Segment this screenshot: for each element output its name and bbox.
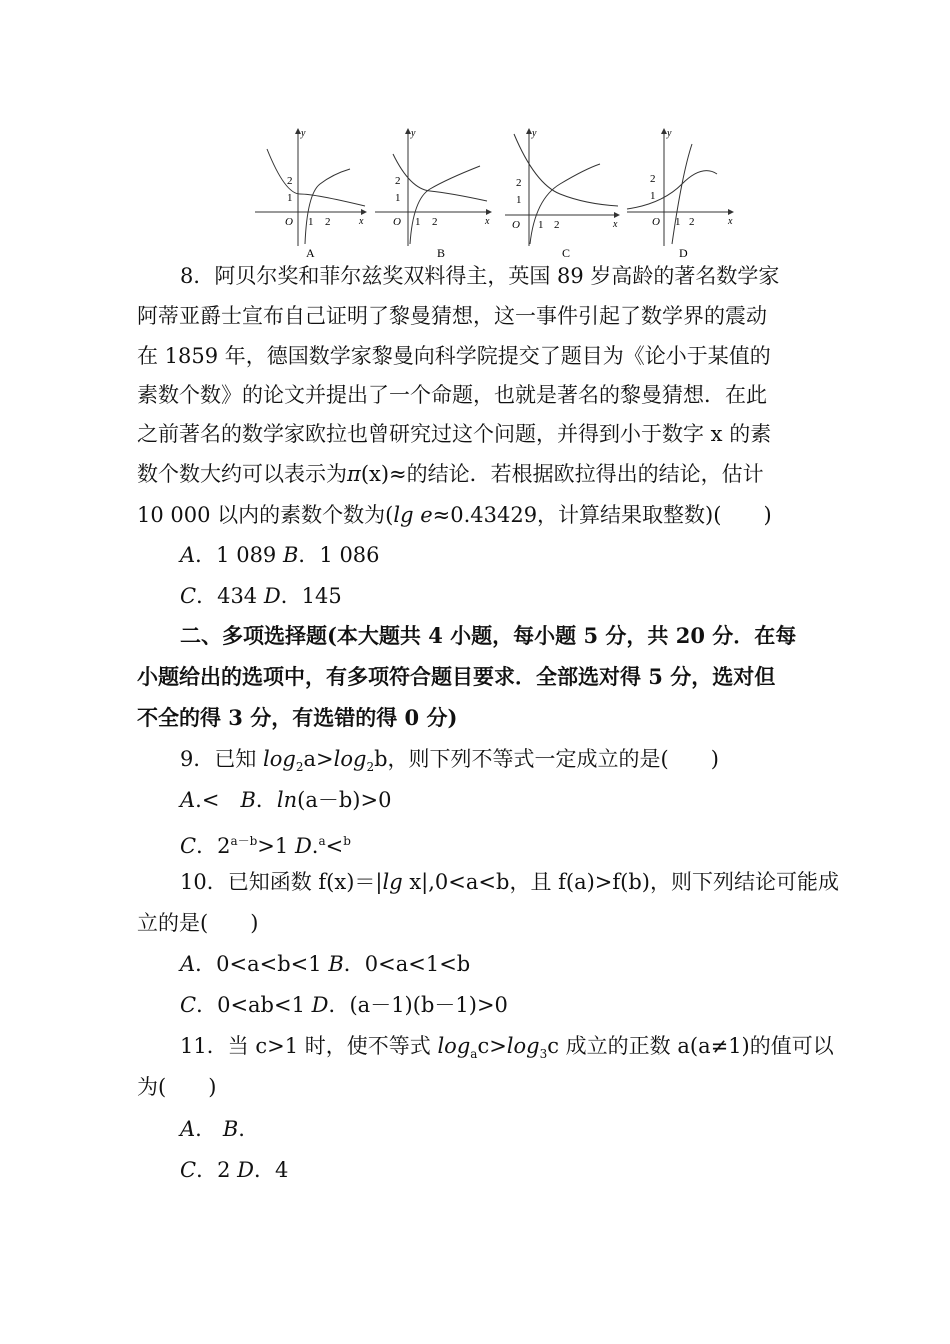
option-a-text: ．1 089 xyxy=(195,543,283,567)
q11-options-ab xyxy=(180,1115,245,1143)
q8-line-7-rest: ≈0.43429，计算结果取整数)( ) xyxy=(432,503,772,527)
section2-line-2: 小题给出的选项中，有多项符合题目要求．全部选对得 5 分，选对但 xyxy=(137,664,776,689)
option-a-letter: A xyxy=(180,952,196,976)
y-tick-2: 2 xyxy=(650,173,656,185)
q9-post: b，则下列不等式一定成立的是( ) xyxy=(374,747,719,771)
x-tick-2: 2 xyxy=(689,216,695,228)
q9-stem xyxy=(180,745,719,781)
option-b-text: . xyxy=(238,1117,245,1141)
option-b-text: ．0<a<1<b xyxy=(343,952,471,976)
log-2: log xyxy=(333,747,367,771)
y-tick-2: 2 xyxy=(516,177,522,189)
x-tick-2: 2 xyxy=(325,216,331,228)
x-tick-1: 1 xyxy=(308,216,314,228)
option-d-letter: D xyxy=(311,993,329,1017)
option-b-letter: B xyxy=(240,788,256,812)
q11-options-cd xyxy=(180,1156,288,1184)
q8-line-3: 在 1859 年，德国数学家黎曼向科学院提交了题目为《论小于某值的 xyxy=(137,344,771,368)
pi-symbol: π xyxy=(347,462,361,486)
option-a-text: .< xyxy=(195,788,241,812)
x-tick-1: 1 xyxy=(675,216,681,228)
q9-options-ab xyxy=(180,786,391,814)
option-d-exp-b: b xyxy=(343,834,351,848)
y-tick-1: 1 xyxy=(516,194,522,206)
log-base-3: 3 xyxy=(539,1047,548,1062)
q10-line-2: 立的是( ) xyxy=(137,911,259,935)
q9-pre: 9．已知 xyxy=(180,747,264,771)
q11-line-1-rest: c 成立的正数 a(a≠1)的值可以 xyxy=(547,1034,834,1058)
q8-line-6 xyxy=(137,460,764,488)
log-base-1: 2 xyxy=(295,760,304,775)
q8-line-6-text: 数个数大约可以表示为 xyxy=(137,462,347,486)
option-d-text: . xyxy=(311,834,319,858)
figure-label: D xyxy=(679,246,688,260)
x-tick-2: 2 xyxy=(432,216,438,228)
option-a-letter: A xyxy=(180,543,196,567)
y-axis-label: y xyxy=(411,128,416,139)
q8-options-cd xyxy=(180,582,342,610)
q11-line-2: 为( ) xyxy=(137,1075,217,1099)
option-a-text: ．0<a<b<1 xyxy=(195,952,329,976)
option-c-exponent: a－b xyxy=(230,834,258,848)
graph-c-svg xyxy=(500,124,630,264)
option-b-letter: B xyxy=(328,952,344,976)
q10-options-cd xyxy=(180,991,508,1019)
q8-line-2: 阿蒂亚爵士宣布自己证明了黎曼猜想，这一事件引起了数学界的震动 xyxy=(137,304,767,328)
q10-options-ab xyxy=(180,950,470,978)
option-a-letter: A xyxy=(180,1117,196,1141)
option-b-rest: (a－b)>0 xyxy=(297,788,392,812)
q8-line-1: 8．阿贝尔奖和菲尔兹奖双料得主，英国 89 岁高龄的著名数学家 xyxy=(180,264,780,288)
origin-label: O xyxy=(285,216,293,228)
graph-a-svg xyxy=(255,124,385,264)
option-c-text: ．2 xyxy=(196,834,231,858)
x-tick-1: 1 xyxy=(538,219,544,231)
log-1: log xyxy=(437,1034,471,1058)
q9-options-cd xyxy=(180,827,351,860)
q8-line-4: 素数个数》的论文并提出了一个命题，也就是著名的黎曼猜想．在此 xyxy=(137,383,767,407)
option-b-text: ． xyxy=(255,788,277,812)
origin-label: O xyxy=(652,216,660,228)
y-tick-2: 2 xyxy=(395,175,401,187)
x-axis-label: x xyxy=(728,216,733,227)
y-tick-1: 1 xyxy=(395,192,401,204)
option-d-letter: D xyxy=(294,834,312,858)
q11-line-1 xyxy=(180,1032,834,1068)
option-c-text: ．0<ab<1 xyxy=(196,993,312,1017)
option-c-letter: C xyxy=(180,834,197,858)
option-b-letter: B xyxy=(282,543,299,567)
option-d-letter: D xyxy=(237,1158,254,1182)
log-base-a: a xyxy=(470,1047,478,1062)
figure-label: A xyxy=(306,246,315,260)
lg-e: lg e xyxy=(393,503,433,527)
y-tick-1: 1 xyxy=(287,192,293,204)
q11-line-1-text: 11．当 c>1 时，使不等式 xyxy=(180,1034,438,1058)
option-d-rest: < xyxy=(325,834,344,858)
x-tick-2: 2 xyxy=(554,219,560,231)
graph-d-svg xyxy=(622,124,752,264)
option-c-text: ．2 xyxy=(196,1158,238,1182)
origin-label: O xyxy=(512,219,520,231)
option-d-text: ．145 xyxy=(280,584,342,608)
lg-text: lg xyxy=(382,870,403,894)
graph-figure-d xyxy=(622,124,752,264)
y-tick-2: 2 xyxy=(287,175,293,187)
graph-figure-b xyxy=(375,124,505,264)
x-tick-1: 1 xyxy=(415,216,421,228)
option-c-rest: >1 xyxy=(257,834,295,858)
option-d-text: ．4 xyxy=(253,1158,289,1182)
origin-label: O xyxy=(393,216,401,228)
option-c-text: ．434 xyxy=(196,584,264,608)
option-b-letter: B xyxy=(222,1117,239,1141)
option-c-letter: C xyxy=(180,1158,197,1182)
section2-line-1: 二、多项选择题(本大题共 4 小题，每小题 5 分，共 20 分．在每 xyxy=(180,623,797,648)
q8-line-5: 之前著名的数学家欧拉也曾研究过这个问题，并得到小于数字 x 的素 xyxy=(137,422,772,446)
option-d-letter: D xyxy=(263,584,281,608)
ln-text: ln xyxy=(276,788,298,812)
graph-b-svg xyxy=(375,124,505,264)
option-a-letter: A xyxy=(180,788,196,812)
option-b-text: ．1 086 xyxy=(298,543,380,567)
y-tick-1: 1 xyxy=(650,190,656,202)
x-axis-label: x xyxy=(485,216,490,227)
option-d-text: ．(a－1)(b－1)>0 xyxy=(328,993,508,1017)
log-1: log xyxy=(263,747,296,771)
log-2: log xyxy=(506,1034,540,1058)
q11-mid: c> xyxy=(477,1034,507,1058)
option-c-letter: C xyxy=(180,584,197,608)
x-axis-label: x xyxy=(359,216,364,227)
section2-line-3: 不全的得 3 分，有选错的得 0 分) xyxy=(137,705,458,730)
graph-figure-c xyxy=(500,124,630,264)
graph-figure-a xyxy=(255,124,385,264)
option-c-letter: C xyxy=(180,993,197,1017)
q10-line-1 xyxy=(180,868,839,896)
y-axis-label: y xyxy=(301,128,306,139)
y-axis-label: y xyxy=(532,128,537,139)
log-base-2: 2 xyxy=(366,760,375,775)
q8-options-ab xyxy=(180,541,380,569)
q10-line-1-rest: x|,0<a<b，且 f(a)>f(b)，则下列结论可能成 xyxy=(402,870,839,894)
option-d-exp-a: a xyxy=(318,834,326,848)
option-a-text: . xyxy=(195,1117,223,1141)
q8-line-7-text: 10 000 以内的素数个数为( xyxy=(137,503,394,527)
figure-label: C xyxy=(562,246,571,260)
q8-line-7 xyxy=(137,501,772,529)
figure-label: B xyxy=(437,246,446,260)
x-axis-label: x xyxy=(613,219,618,230)
y-axis-label: y xyxy=(667,128,672,139)
q8-line-6-rest: (x)≈的结论．若根据欧拉得出的结论，估计 xyxy=(360,462,764,486)
q9-mid: a> xyxy=(303,747,334,771)
q10-line-1-text: 10．已知函数 f(x)＝| xyxy=(180,870,383,894)
